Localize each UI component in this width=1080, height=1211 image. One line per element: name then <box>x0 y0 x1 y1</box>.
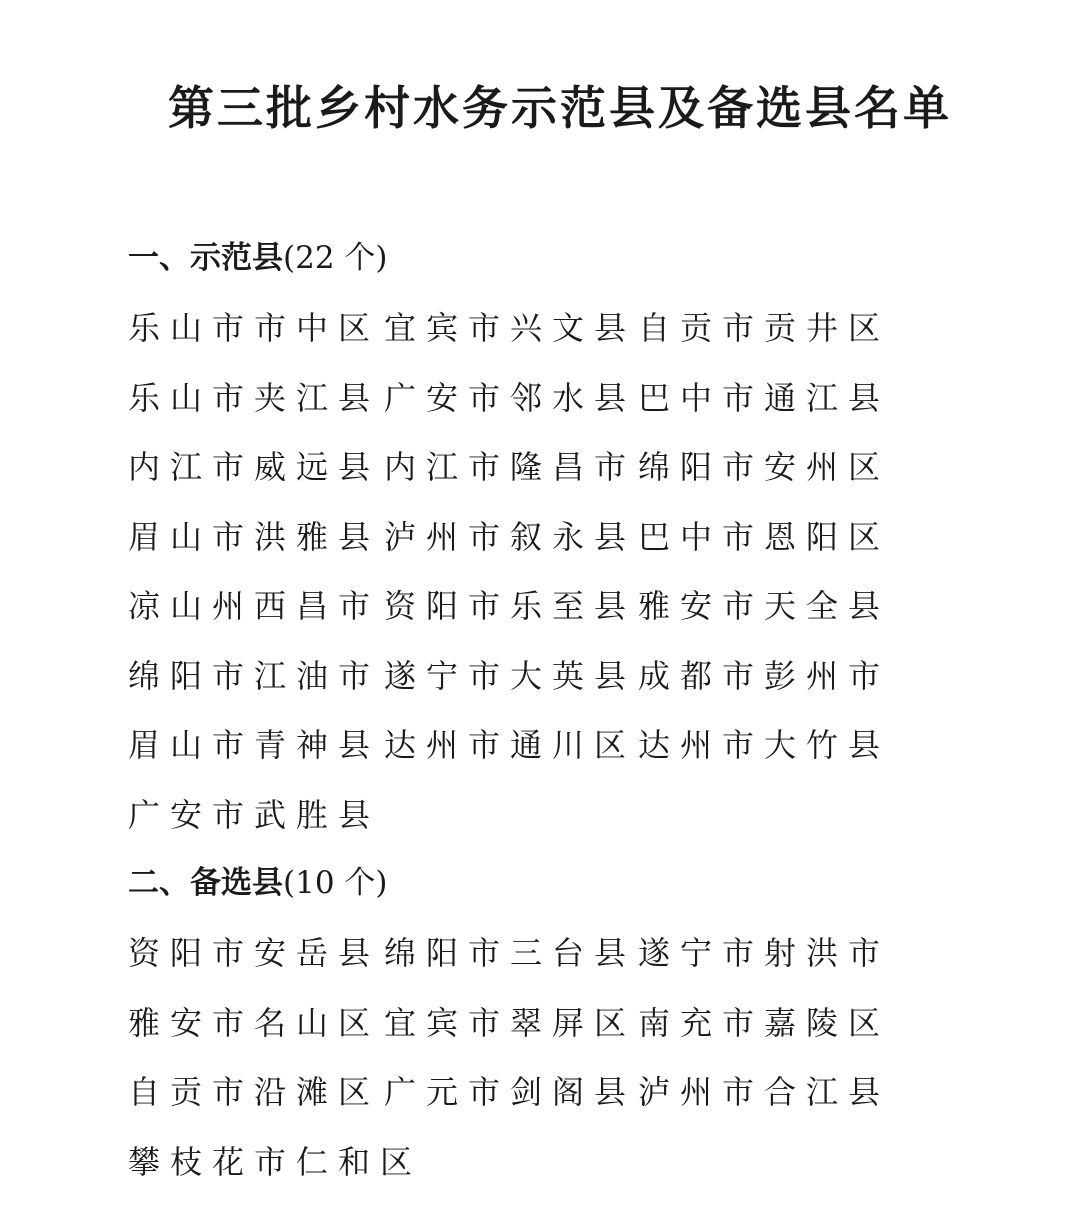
county-row <box>128 793 888 863</box>
county-name: 绵阳市江油市 <box>128 656 381 695</box>
county-name: 达州市大竹县 <box>638 726 891 764</box>
county-name: 宜宾市翠屏区 <box>384 1003 637 1042</box>
county-name: 遂宁市大英县 <box>384 656 637 695</box>
county-name: 达州市通川区 <box>384 726 637 764</box>
county-name: 眉山市洪雅县 <box>128 517 381 556</box>
section-heading-count: (22 个) <box>283 240 388 276</box>
county-name: 资阳市乐至县 <box>384 587 637 625</box>
county-name: 宜宾市兴文县 <box>384 309 637 347</box>
county-name: 南充市嘉陵区 <box>638 1003 891 1042</box>
section-heading-demonstration <box>128 236 388 280</box>
county-name: 雅安市天全县 <box>638 587 891 625</box>
county-name: 内江市隆昌市 <box>384 448 637 486</box>
section-heading-alternate <box>128 861 388 905</box>
county-name: 广元市剑阁县 <box>384 1073 637 1111</box>
county-name: 绵阳市安州区 <box>638 448 891 486</box>
county-row <box>128 376 891 446</box>
county-name: 成都市彭州市 <box>638 656 891 695</box>
county-name: 广安市武胜县 <box>128 795 381 834</box>
county-name: 泸州市叙永县 <box>384 517 637 556</box>
county-name: 自贡市贡井区 <box>638 309 891 347</box>
county-row <box>128 515 891 585</box>
county-name: 乐山市夹江县 <box>128 378 381 417</box>
section-heading-label: 一、示范县 <box>128 240 283 276</box>
section-heading-count: (10 个) <box>283 865 388 901</box>
county-name: 资阳市安岳县 <box>128 934 381 972</box>
county-name: 内江市威远县 <box>128 448 381 486</box>
county-name: 眉山市青神县 <box>128 726 381 764</box>
demonstration-county-list <box>128 306 891 862</box>
county-name: 巴中市恩阳区 <box>638 517 891 556</box>
county-name: 攀枝花市仁和区 <box>128 1142 423 1181</box>
section-heading-label: 二、备选县 <box>128 865 283 901</box>
county-row <box>128 1140 888 1210</box>
document-title: 第三批乡村水务示范县及备选县名单 <box>168 81 952 135</box>
county-name: 自贡市沿滩区 <box>128 1073 381 1111</box>
county-row <box>128 1001 891 1071</box>
county-name: 雅安市名山区 <box>128 1003 381 1042</box>
county-name: 巴中市通江县 <box>638 378 891 417</box>
county-name: 绵阳市三台县 <box>384 934 637 972</box>
county-name: 遂宁市射洪市 <box>638 934 891 972</box>
county-name: 广安市邻水县 <box>384 378 637 417</box>
county-row <box>128 723 891 793</box>
alternate-county-list <box>128 931 891 1209</box>
county-name: 乐山市市中区 <box>128 309 381 347</box>
county-name: 凉山州西昌市 <box>128 587 381 625</box>
county-name: 泸州市合江县 <box>638 1073 891 1111</box>
county-row <box>128 654 891 724</box>
county-row <box>128 1070 891 1140</box>
county-row <box>128 584 891 654</box>
county-row <box>128 931 891 1001</box>
county-row <box>128 306 891 376</box>
county-row <box>128 445 891 515</box>
